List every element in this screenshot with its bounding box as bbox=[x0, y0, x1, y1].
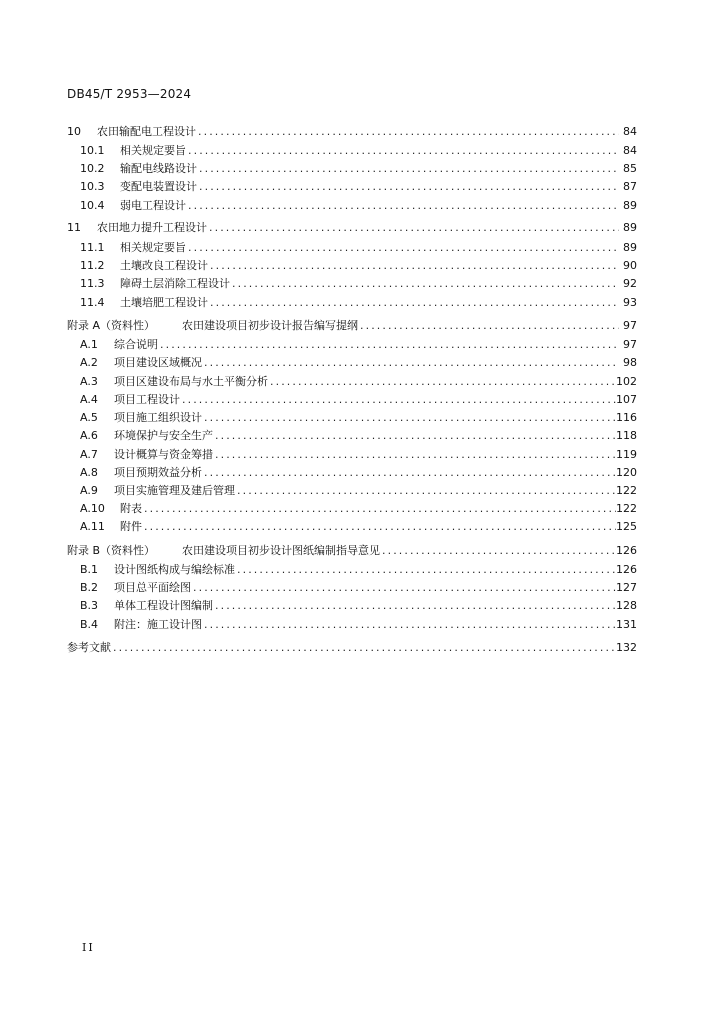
dot-leader bbox=[142, 501, 616, 517]
toc-entry-title: 项目预期效益分析 bbox=[114, 466, 202, 479]
toc-entry-number: A.11 bbox=[80, 520, 105, 533]
toc-entry-title: 农田输配电工程设计 bbox=[97, 125, 196, 138]
dot-leader bbox=[111, 640, 616, 656]
toc-entry-number: B.3 bbox=[80, 599, 99, 612]
toc-entry-title: 土壤培肥工程设计 bbox=[120, 296, 208, 309]
dot-leader bbox=[186, 198, 619, 214]
toc-entry-number: A.5 bbox=[80, 411, 98, 424]
toc-entry-page: 90 bbox=[623, 259, 637, 272]
toc-entry-title: 项目工程设计 bbox=[114, 393, 180, 406]
page-number: II bbox=[82, 941, 95, 954]
toc-entry-title: 项目实施管理及建后管理 bbox=[114, 484, 235, 497]
toc-entry-title: 弱电工程设计 bbox=[120, 199, 186, 212]
toc-entry-page: 127 bbox=[616, 581, 637, 594]
toc-entry-title: 单体工程设计图编制 bbox=[114, 599, 213, 612]
toc-entry-number: A.8 bbox=[80, 466, 98, 479]
toc-entry[interactable] bbox=[0, 519, 724, 535]
toc-entry[interactable] bbox=[0, 198, 724, 214]
dot-leader bbox=[197, 161, 619, 177]
toc-entry[interactable] bbox=[0, 124, 724, 140]
dot-leader bbox=[358, 318, 619, 334]
toc-entry-title: 输配电线路设计 bbox=[120, 162, 197, 175]
toc-entry-page: 89 bbox=[623, 199, 637, 212]
toc-entry-number: 11.1 bbox=[80, 241, 105, 254]
toc-entry-page: 85 bbox=[623, 162, 637, 175]
toc-entry-number: A.2 bbox=[80, 356, 98, 369]
toc-entry-number: B.2 bbox=[80, 581, 99, 594]
toc-entry-title: 设计图纸构成与编绘标准 bbox=[114, 563, 235, 576]
dot-leader bbox=[208, 295, 619, 311]
toc-entry-number: A.10 bbox=[80, 502, 105, 515]
toc-entry-number: A.3 bbox=[80, 375, 98, 388]
dot-leader bbox=[213, 598, 616, 614]
toc-entry-page: 92 bbox=[623, 277, 637, 290]
toc-entry-title: 参考文献 bbox=[67, 641, 111, 654]
toc-entry-page: 89 bbox=[623, 241, 637, 254]
toc-entry-title: 相关规定要旨 bbox=[120, 144, 186, 157]
toc-entry-number: B.4 bbox=[80, 618, 99, 631]
toc-entry-title: 项目施工组织设计 bbox=[114, 411, 202, 424]
toc-entry[interactable] bbox=[0, 580, 724, 596]
dot-leader bbox=[380, 543, 616, 559]
toc-entry-page: 93 bbox=[623, 296, 637, 309]
toc-entry-page: 125 bbox=[616, 520, 637, 533]
toc-entry-page: 87 bbox=[623, 180, 637, 193]
toc-entry-page: 84 bbox=[623, 144, 637, 157]
toc-entry-number: A.4 bbox=[80, 393, 98, 406]
toc-entry-title: 项目区建设布局与水土平衡分析 bbox=[114, 375, 268, 388]
dot-leader bbox=[202, 355, 619, 371]
toc-entry-number: 10.2 bbox=[80, 162, 105, 175]
toc-entry-title: 障碍土层消除工程设计 bbox=[120, 277, 230, 290]
toc-entry-page: 89 bbox=[623, 221, 637, 234]
toc-entry-page: 128 bbox=[616, 599, 637, 612]
toc-entry-number: B.1 bbox=[80, 563, 99, 576]
toc-entry-number: 11.3 bbox=[80, 277, 105, 290]
toc-entry-page: 97 bbox=[623, 319, 637, 332]
toc-entry-number: A.7 bbox=[80, 448, 98, 461]
toc-entry-page: 102 bbox=[616, 375, 637, 388]
toc-entry-page: 119 bbox=[616, 448, 637, 461]
toc-entry[interactable] bbox=[0, 447, 724, 463]
toc-entry[interactable] bbox=[0, 258, 724, 274]
toc-entry-page: 107 bbox=[616, 393, 637, 406]
toc-entry[interactable] bbox=[0, 318, 724, 334]
toc-entry[interactable] bbox=[0, 598, 724, 614]
toc-entry[interactable] bbox=[0, 392, 724, 408]
dot-leader bbox=[186, 240, 619, 256]
dot-leader bbox=[158, 337, 619, 353]
toc-entry-title: 农田建设项目初步设计图纸编制指导意见 bbox=[182, 544, 380, 557]
dot-leader bbox=[202, 617, 616, 633]
document-code: DB45/T 2953—2024 bbox=[67, 87, 192, 101]
dot-leader bbox=[213, 447, 616, 463]
dot-leader bbox=[202, 465, 616, 481]
toc-entry-title: 附件 bbox=[120, 520, 142, 533]
toc-entry-title: 项目总平面绘图 bbox=[114, 581, 191, 594]
toc-entry-title: 综合说明 bbox=[114, 338, 158, 351]
dot-leader bbox=[268, 374, 616, 390]
toc-entry[interactable] bbox=[0, 337, 724, 353]
toc-entry-page: 118 bbox=[616, 429, 637, 442]
toc-entry[interactable] bbox=[0, 374, 724, 390]
toc-entry-number: 附录 B（资料性） bbox=[67, 544, 156, 557]
toc-entry-page: 122 bbox=[616, 502, 637, 515]
toc-entry-page: 116 bbox=[616, 411, 637, 424]
dot-leader bbox=[196, 124, 619, 140]
toc-entry-number: 10.4 bbox=[80, 199, 105, 212]
dot-leader bbox=[213, 428, 616, 444]
toc-entry-title: 附注：施工设计图 bbox=[114, 618, 202, 631]
dot-leader bbox=[202, 410, 616, 426]
toc-entry[interactable] bbox=[0, 465, 724, 481]
toc-entry-page: 122 bbox=[616, 484, 637, 497]
toc-entry-title: 设计概算与资金筹措 bbox=[114, 448, 213, 461]
toc-entry-title: 环境保护与安全生产 bbox=[114, 429, 213, 442]
dot-leader bbox=[230, 276, 619, 292]
toc-entry-title: 农田建设项目初步设计报告编写提纲 bbox=[182, 319, 358, 332]
toc-entry[interactable] bbox=[0, 410, 724, 426]
toc-entry-number: 10 bbox=[67, 125, 81, 138]
toc-entry-page: 98 bbox=[623, 356, 637, 369]
toc-entry-page: 84 bbox=[623, 125, 637, 138]
toc-entry-page: 120 bbox=[616, 466, 637, 479]
toc-entry-title: 项目建设区域概况 bbox=[114, 356, 202, 369]
dot-leader bbox=[142, 519, 616, 535]
toc-entry[interactable] bbox=[0, 220, 724, 236]
toc-entry[interactable] bbox=[0, 161, 724, 177]
toc-entry-page: 126 bbox=[616, 563, 637, 576]
toc-entry[interactable] bbox=[0, 428, 724, 444]
toc-entry-number: 10.1 bbox=[80, 144, 105, 157]
dot-leader bbox=[235, 483, 616, 499]
toc-entry[interactable] bbox=[0, 240, 724, 256]
toc-entry-page: 126 bbox=[616, 544, 637, 557]
toc-entry-number: 11.4 bbox=[80, 296, 105, 309]
toc-entry[interactable] bbox=[0, 501, 724, 517]
toc-entry[interactable] bbox=[0, 562, 724, 578]
dot-leader bbox=[180, 392, 616, 408]
toc-entry-number: A.1 bbox=[80, 338, 98, 351]
toc-entry-page: 97 bbox=[623, 338, 637, 351]
toc-entry[interactable] bbox=[0, 143, 724, 159]
dot-leader bbox=[197, 179, 619, 195]
dot-leader bbox=[235, 562, 616, 578]
toc-entry-number: A.9 bbox=[80, 484, 98, 497]
toc-entry-title: 相关规定要旨 bbox=[120, 241, 186, 254]
toc-entry-title: 土壤改良工程设计 bbox=[120, 259, 208, 272]
toc-entry-number: A.6 bbox=[80, 429, 98, 442]
toc-entry-page: 132 bbox=[616, 641, 637, 654]
toc-entry[interactable] bbox=[0, 179, 724, 195]
dot-leader bbox=[207, 220, 619, 236]
toc-entry-title: 附表 bbox=[120, 502, 142, 515]
toc-entry-title: 农田地力提升工程设计 bbox=[97, 221, 207, 234]
toc-entry[interactable] bbox=[0, 483, 724, 499]
toc-entry[interactable] bbox=[0, 355, 724, 371]
toc-entry-title: 变配电装置设计 bbox=[120, 180, 197, 193]
toc-entry[interactable] bbox=[0, 543, 724, 559]
toc-entry-number: 10.3 bbox=[80, 180, 105, 193]
dot-leader bbox=[186, 143, 619, 159]
toc-entry[interactable] bbox=[0, 640, 724, 656]
dot-leader bbox=[191, 580, 616, 596]
toc-entry-number: 附录 A（资料性） bbox=[67, 319, 156, 332]
toc-entry-number: 11.2 bbox=[80, 259, 105, 272]
toc-entry-page: 131 bbox=[616, 618, 637, 631]
dot-leader bbox=[208, 258, 619, 274]
toc-entry[interactable] bbox=[0, 276, 724, 292]
toc-entry[interactable] bbox=[0, 617, 724, 633]
toc-entry-number: 11 bbox=[67, 221, 81, 234]
toc-entry[interactable] bbox=[0, 295, 724, 311]
